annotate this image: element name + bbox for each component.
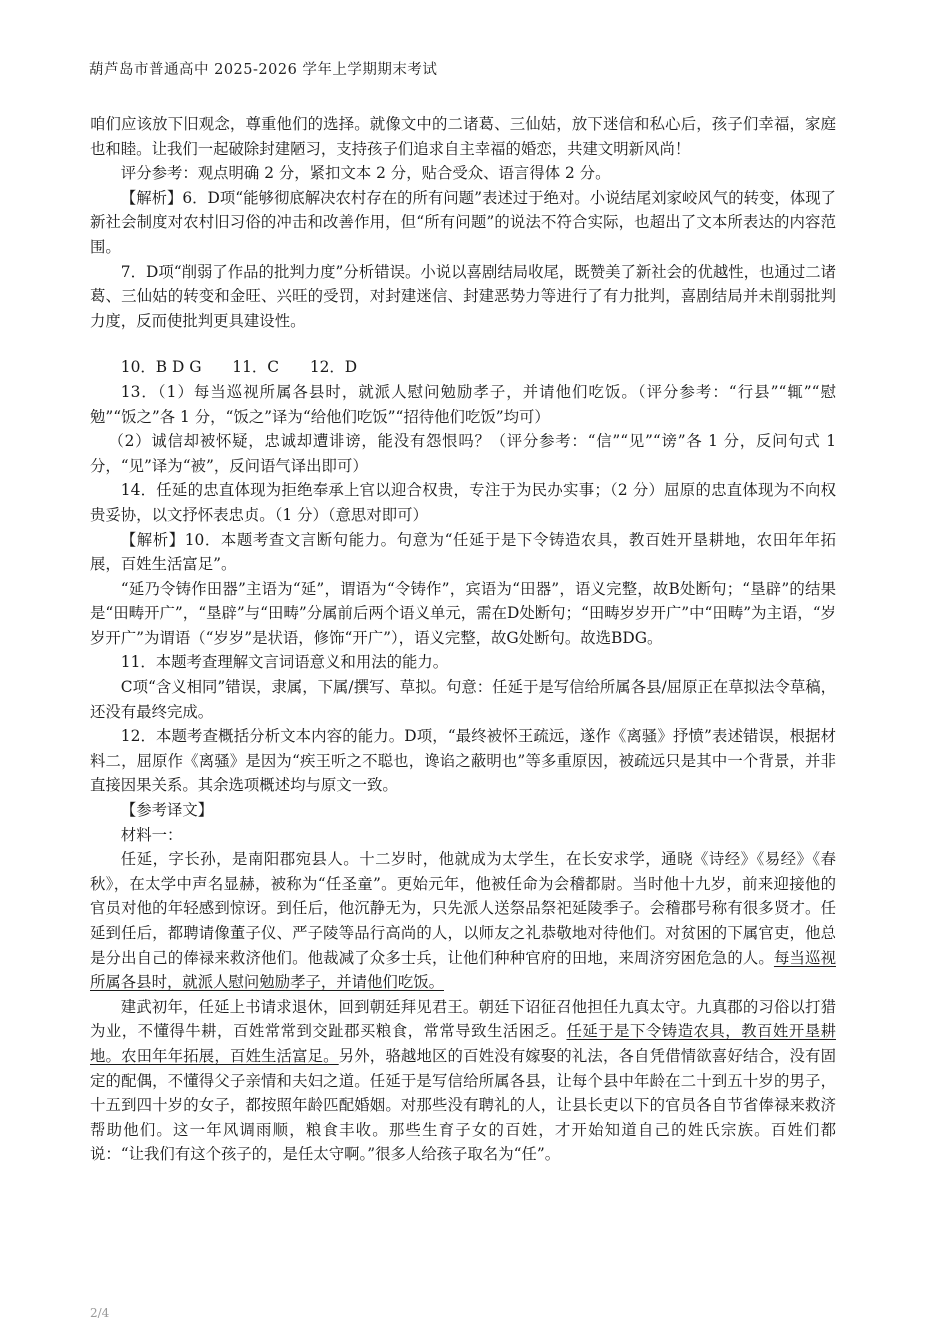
answer-13-1: 13．（1）每当巡视所属各县时，就派人慰问勉励孝子，并请他们吃饭。（评分参考：“行县”“辄”“慰勉”“饭之”各 1 分，“饭之”译为“给他们吃饭”“招待他们吃饭”均可） <box>90 382 836 426</box>
page-body <box>90 112 836 1167</box>
translation-paragraph-1 <box>90 847 836 995</box>
translation-text: 另外，骆越地区的百姓没有嫁娶的礼法，各自凭借情欲喜好结合，没有固定的配偶，不懂得父子亲情和夫妇之道。任延于是写信给所属各县，让每个县中年龄在二十到五十岁的男子，十五到四十岁的女子，都按照年龄匹配婚姻。对那些没有聘礼的人，让县长吏以下的官员各自节省俸禄来救济帮助他们。这一年风调雨顺，粮食丰收。那些生育子女的百姓，才开始知道自己的姓氏宗族。百姓们都说：“让我们有这个孩子的，是任太守啊。”很多人给孩子取名为“任”。 <box>90 1046 836 1164</box>
analysis-q7: 7．D项“削弱了作品的批判力度”分析错误。小说以喜剧结局收尾，既赞美了新社会的优越性，也通过二诸葛、三仙姑的转变和金旺、兴旺的受罚，对封建迷信、封建恶势力等进行了有力批判，喜剧结局并未削弱批判力度，反而使批判更具建设性。 <box>90 262 836 330</box>
answer-14: 14．任延的忠直体现为拒绝奉承上官以迎合权贵，专注于为民办实事；（2 分）屈原的忠直体现为不向权贵妥协，以文抒怀表忠贞。（1 分）（意思对即可） <box>90 481 836 524</box>
answers-10-12: 10．B D G 11．C 12．D <box>120 358 358 377</box>
paragraph: 咱们应该放下旧观念，尊重他们的选择。就像文中的二诸葛、三仙姑，放下迷信和私心后，孩子们幸福，家庭也和睦。让我们一起破除封建陋习，支持孩子们追求自主幸福的婚恋，共建文明新风尚！ <box>90 115 836 158</box>
material-label: 材料一： <box>120 825 183 844</box>
page-number: 2/4 <box>90 1306 110 1320</box>
analysis-q12: 12．本题考查概括分析文本内容的能力。D项，“最终被怀王疏远，遂作《离骚》抒愤”表述错误，根据材料二，屈原作《离骚》是因为“疾王听之不聪也，谗谄之蔽明也”等多重原因，被疏远只是其中一个背景，并非直接因果关系。其余选项概述均与原文一致。 <box>90 727 836 795</box>
translation-text: 任延，字长孙，是南阳郡宛县人。十二岁时，他就成为太学生，在长安求学，通晓《诗经》《易经》《春秋》，在太学中声名显赫，被称为“任圣童”。更始元年，他被任命为会稽都尉。当时他十九岁，前来迎接他的官员对他的年轻感到惊讶。到任后，他沉静无为，只先派人送祭品祭祀延陵季子。会稽郡号称有很多贤才。任延到任后，都聘请像董子仪、严子陵等品行高尚的人，以师友之礼恭敬地对待他们。对贫困的下属官吏，他总是分出自己的俸禄来救济他们。他裁减了众多士兵，让他们种种官府的田地，来周济穷困危急的人。 <box>90 850 836 967</box>
translation-paragraph-2 <box>90 995 836 1167</box>
analysis-q11: 11．本题考查理解文言词语意义和用法的能力。 <box>120 653 449 672</box>
analysis-q11-detail: C项“含义相同”错误，隶属，下属/撰写、草拟。句意：任延于是写信给所属各县/屈原正在草拟法令草稿，还没有最终完成。 <box>90 678 836 721</box>
section-gap <box>90 333 836 355</box>
analysis-q10-detail: “延乃令铸作田器”主语为“延”，谓语为“令铸作”，宾语为“田器”，语义完整，故B处断句；“垦辟”的结果是“田畴开广”，“垦辟”与“田畴”分属前后两个语义单元，需在D处断句；“田畴岁岁开广”中“田畴”为主语，“岁岁开广”为谓语（“岁岁”是状语，修饰“开广”），语义完整，故G处断句。故选BDG。 <box>90 579 836 647</box>
translation-heading: 【参考译文】 <box>120 801 214 820</box>
scoring-note: 评分参考：观点明确 2 分，紧扣文本 2 分，贴合受众、语言得体 2 分。 <box>120 164 611 183</box>
exam-header: 葫芦岛市普通高中 2025-2026 学年上学期期末考试 <box>89 62 438 78</box>
underlined-sentence: 任延于是下令铸造农具，教百姓开垦耕地。农田年年拓展，百姓生活富足。 <box>90 1022 836 1065</box>
translation-text: 建武初年，任延上书请求退休，回到朝廷拜见君王。朝廷下诏征召他担任九真太守。九真郡的习俗以打猎为业，不懂得牛耕，百姓常常到交趾郡买粮食，常常导致生活困乏。 <box>90 997 836 1041</box>
underlined-sentence: 每当巡视所属各县时，就派人慰问勉励孝子，并请他们吃饭。 <box>90 948 836 992</box>
answer-13-2: （2）诚信却被怀疑，忠诚却遭诽谤，能没有怨恨吗？（评分参考：“信”“见”“谤”各 1 分，反问句式 1 分，“见”译为“被”，反问语气译出即可） <box>90 432 836 475</box>
analysis-q10: 【解析】10．本题考查文言断句能力。句意为“任延于是下令铸造农具，教百姓开垦耕地，农田年年拓展，百姓生活富足”。 <box>90 530 836 574</box>
analysis-q6: 【解析】6．D项“能够彻底解决农村存在的所有问题”表述过于绝对。小说结尾刘家峧风气的转变，体现了新社会制度对农村旧习俗的冲击和改善作用，但“所有问题”的说法不符合实际，也超出了文本所表达的内容范围。 <box>90 188 836 256</box>
